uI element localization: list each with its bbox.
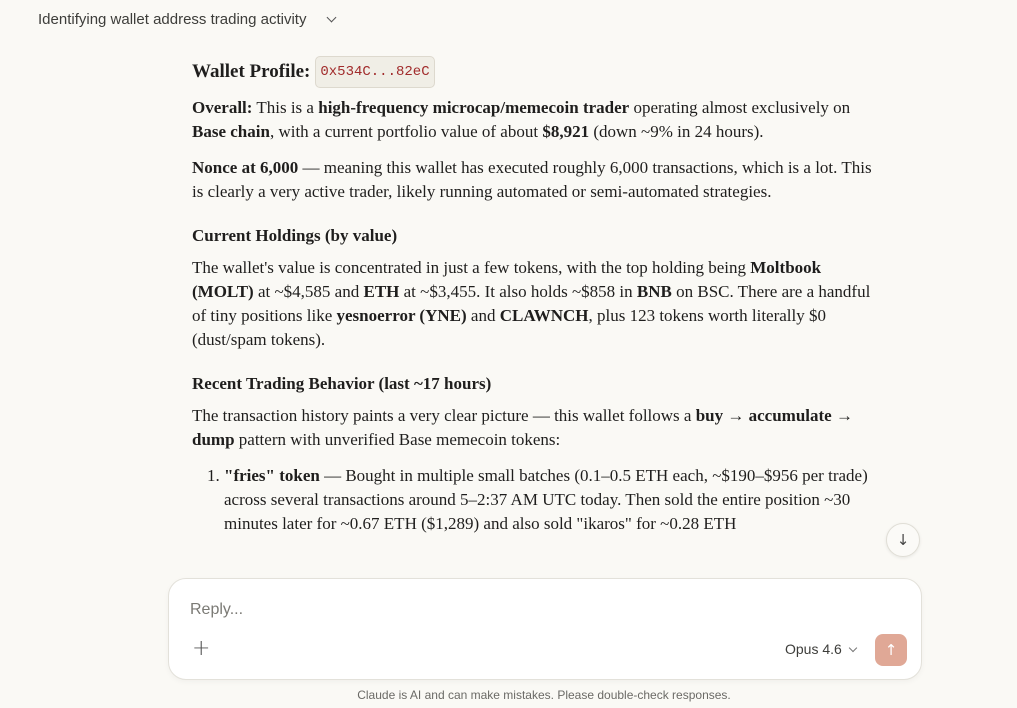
trading-paragraph xyxy=(192,404,876,452)
t: at ~$4,585 and xyxy=(253,282,364,301)
arrow-up-icon: ↑ xyxy=(884,641,898,659)
composer xyxy=(168,578,922,680)
add-attachment-button[interactable] xyxy=(192,637,210,661)
t: (down ~9% in 24 hours). xyxy=(589,122,764,141)
scroll-to-bottom-button[interactable] xyxy=(886,523,920,557)
t: high-frequency microcap/memecoin trader xyxy=(318,98,630,117)
t: pattern with unverified Base memecoin tokens: xyxy=(234,430,561,449)
t: This is a xyxy=(252,98,319,117)
assistant-message xyxy=(192,56,876,536)
t: Overall: xyxy=(192,98,253,117)
chevron-down-icon xyxy=(327,13,337,23)
conversation-title-button[interactable] xyxy=(38,11,335,28)
wallet-address: 0x534C...82eC xyxy=(315,56,434,88)
model-label: Opus 4.6 xyxy=(785,641,842,657)
overall-paragraph xyxy=(192,96,876,144)
t: Base chain xyxy=(192,122,270,141)
t: "fries" token xyxy=(224,466,320,485)
t: Moltbook (MOLT) xyxy=(192,258,822,301)
wallet-profile-heading xyxy=(192,56,876,88)
trading-list xyxy=(224,464,876,536)
nonce-paragraph xyxy=(192,156,876,204)
t: $8,921 xyxy=(542,122,590,141)
trading-heading: Recent Trading Behavior (last ~17 hours) xyxy=(192,374,492,393)
t: yesnoerror (YNE) xyxy=(336,306,467,325)
holdings-heading: Current Holdings (by value) xyxy=(192,226,398,245)
t: and xyxy=(466,306,500,325)
arrow-down-icon: ↓ xyxy=(896,531,910,549)
plus-icon: + xyxy=(192,636,211,661)
reply-input[interactable]: Reply... xyxy=(190,601,244,618)
t: on BSC. There are a handful of tiny positions like xyxy=(192,282,871,325)
send-button[interactable] xyxy=(875,634,907,666)
conversation-title: Identifying wallet address trading activity xyxy=(38,11,307,28)
t: operating almost exclusively on xyxy=(629,98,851,117)
t: BNB xyxy=(636,282,672,301)
t: CLAWNCH xyxy=(499,306,589,325)
t: ETH xyxy=(363,282,400,301)
t: — Bought in multiple small batches (0.1–0.5 ETH each, ~$190–$956 per trade) across several transactions around 5–2:37 AM UTC today. Then sold the entire position ~30 minutes later for ~0.67 ETH ($1,289) and also sold "ikaros" for ~0.28 ETH xyxy=(224,466,868,533)
t: at ~$3,455. It also holds ~$858 in xyxy=(399,282,637,301)
disclaimer: Claude is AI and can make mistakes. Please double-check responses. xyxy=(357,688,731,702)
t: , with a current portfolio value of about xyxy=(269,122,543,141)
list-item xyxy=(224,464,876,536)
t: , plus 123 tokens worth literally $0 (dust/spam tokens). xyxy=(192,306,827,349)
t: The wallet's value is concentrated in just a few tokens, with the top holding being xyxy=(192,258,751,277)
model-selector[interactable] xyxy=(785,641,856,657)
t: buy → accumulate → dump xyxy=(192,406,853,449)
heading-text: Wallet Profile: xyxy=(192,61,311,82)
chevron-down-icon xyxy=(849,643,857,651)
holdings-paragraph xyxy=(192,256,876,352)
t: — meaning this wallet has executed roughly 6,000 transactions, which is a lot. This is clearly a very active trader, likely running automated or semi-automated strategies. xyxy=(192,158,872,201)
t: The transaction history paints a very clear picture — this wallet follows a xyxy=(192,406,696,425)
t: Nonce at 6,000 xyxy=(192,158,299,177)
